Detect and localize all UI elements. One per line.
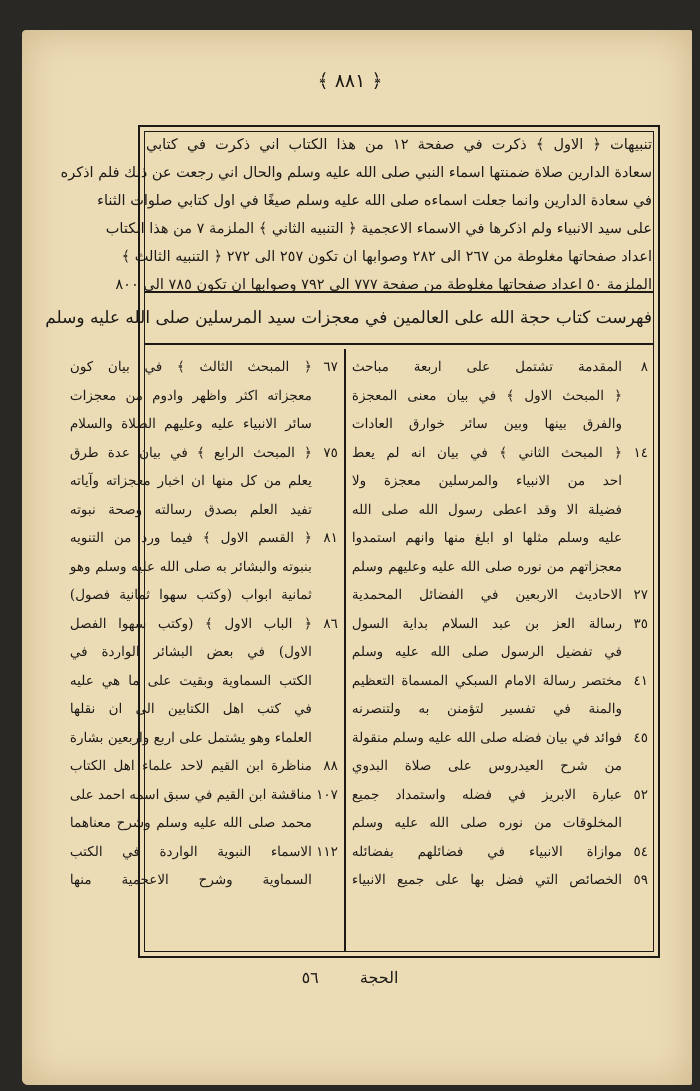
index-entry-line: مختصر رسالة الامام السبكي المسماة التعظيم xyxy=(351,672,622,689)
notes-section xyxy=(60,131,652,299)
index-entry-page-number: ١٤ xyxy=(633,444,648,461)
index-entry-line: تفيد العلم بصدق رسالته وصحة نبوته xyxy=(69,501,312,518)
notes-line: على سيد الانبياء ولم اذكرها في الاسماء الاعجمية ﴿ التنبيه الثاني ﴾ الملزمة ٧ من هذا الكتاب xyxy=(105,221,652,237)
index-entry-line: الاسماء النبوية الواردة في الكتب xyxy=(69,843,312,860)
index-entry-line: الكتب السماوية وبقيت على ما هي عليه xyxy=(69,672,312,689)
index-entry-page-number: ٥٩ xyxy=(633,872,648,888)
index-entry-line: العلماء وهو يشتمل على اربع واربعين بشارة xyxy=(69,729,312,746)
index-entry-page-number: ٥٤ xyxy=(633,843,648,860)
index-entry-page-number: ٨١ xyxy=(323,530,338,546)
index-entry-line: عبارة الابريز في فضله واستمداد جميع xyxy=(351,786,622,803)
index-entry-line: ﴿ المبحث الثاني ﴾ في بيان انه لم يعط xyxy=(351,444,622,461)
divider-rule xyxy=(144,291,654,293)
index-entry-line: ﴿ المبحث الاول ﴾ في بيان معنى المعجزة xyxy=(351,387,622,404)
index-entry xyxy=(352,838,648,867)
index-entry-text xyxy=(70,838,312,895)
index-entry-text xyxy=(352,610,622,667)
index-entry-line: ﴿ المبحث الرابع ﴾ في بيان عدة طرق xyxy=(69,444,312,461)
index-entry-line: ﴿ الباب الاول ﴾ (وكتب سهوا الفصل xyxy=(69,615,312,632)
index-entry-text xyxy=(352,781,622,838)
index-entry xyxy=(352,581,648,610)
index-entry-line: رسالة العز بن عبد السلام بداية السول xyxy=(351,615,622,632)
index-entry xyxy=(352,667,648,724)
index-entry-text xyxy=(352,866,622,895)
index-entry-page-number: ٨٨ xyxy=(323,758,338,774)
index-entry-line: محمد صلى الله عليه وسلم وشرح معناهما xyxy=(69,815,312,831)
notes-line: تنبيهات ﴿ الاول ﴾ ذكرت في صفحة ١٢ من هذا الكتاب اني ذكرت في كتابي xyxy=(146,137,652,153)
index-entry-line: موازاة الانبياء في فضائلهم بفضائله xyxy=(351,843,622,860)
index-entry xyxy=(70,353,338,439)
index-entry-line: ثمانية ابواب (وكتب سهوا ثمانية فصول) xyxy=(69,587,312,603)
notes-line: الملزمة ٥٠ اعداد صفحاتها مغلوطة من صفحة ٧٧٧ الى ٧٩٢ وصوابها ان تكون ٧٨٥ الى ٨٠٠ xyxy=(115,277,652,293)
index-entry-line: عليه وسلم مثلها او ابلغ منها وانهم استمدوا xyxy=(351,530,622,546)
index-entry xyxy=(70,838,338,895)
content-frame xyxy=(45,125,660,958)
index-entry-line: احد من الانبياء والمرسلين معجزة ولا xyxy=(351,473,622,489)
index-entry-line: الخصائص التي فضل بها على جميع الانبياء xyxy=(351,872,622,888)
page-footer xyxy=(0,968,700,987)
index-entry-page-number: ٨٦ xyxy=(323,615,338,632)
index-entry-line: الاحاديث الاربعين في الفضائل المحمدية xyxy=(351,587,622,603)
index-entry-line: الاول) في بعض البشائر الواردة في xyxy=(69,644,312,660)
index-entry xyxy=(352,353,648,439)
index-entry-text xyxy=(70,752,312,781)
index-entry-page-number: ٤١ xyxy=(633,672,648,689)
index-entry-text xyxy=(70,353,312,439)
index-entry-line: يعلم من كل منها ان اخبار معجزاته وآياته xyxy=(69,473,312,489)
index-entry-line: المقدمة تشتمل على اربعة مباحث xyxy=(351,359,622,375)
index-entry xyxy=(352,866,648,895)
index-entry-line: سائر الانبياء عليه وعليهم الصلاة والسلام xyxy=(69,416,312,432)
index-entry-text xyxy=(70,781,312,838)
notes-line: اعداد صفحاتها مغلوطة من ٢٦٧ الى ٢٨٢ وصوابها ان تكون ٢٥٧ الى ٢٧٢ ﴿ التنبيه الثالث ﴾ xyxy=(121,249,652,265)
index-entry-line: السماوية وشرح الاعجمية منها xyxy=(69,872,312,888)
index-columns xyxy=(69,349,654,952)
index-entry xyxy=(70,752,338,781)
index-entry-page-number: ٢٧ xyxy=(633,587,648,603)
page-number: ﴿ ٨٨١ ﴾ xyxy=(317,70,383,92)
index-entry-line: ﴿ المبحث الثالث ﴾ في بيان كون xyxy=(69,359,312,375)
index-entry xyxy=(70,439,338,525)
index-entry-line: في كتب اهل الكتابين الى ان نقلها xyxy=(69,701,312,717)
index-entry-line: المخلوقات من نوره صلى الله عليه وسلم xyxy=(351,815,622,831)
index-entry-text xyxy=(352,581,622,610)
index-entry-page-number: ١٠٧ xyxy=(316,786,338,803)
index-entry xyxy=(70,524,338,610)
index-entry xyxy=(352,781,648,838)
index-entry-text xyxy=(70,524,312,610)
notes-line: في سعادة الدارين وانما جعلت اسماءه صلى الله عليه وسلم صيغًا في اول كتابي صلوات الثناء xyxy=(97,193,652,209)
index-entry-page-number: ٥٢ xyxy=(633,786,648,803)
index-entry xyxy=(70,610,338,753)
notes-line: سعادة الدارين صلاة ضمنتها اسماء النبي صلى الله عليه وسلم والحال اني رجعت عن ذلك فلم اذكره xyxy=(60,165,652,181)
index-entry-line: مناقشة ابن القيم في سبق اسمه احمد على xyxy=(69,786,312,803)
index-entry-line: معجزاتهم من نوره صلى الله عليه وعليهم وسلم xyxy=(351,558,622,575)
index-entry-text xyxy=(70,610,312,753)
index-entry-line: من شرح العيدروس على صلاة البدوي xyxy=(351,758,622,774)
index-entry-text xyxy=(352,838,622,867)
index-entry-page-number: ٨ xyxy=(640,359,648,375)
index-entry-line: مناظرة ابن القيم لاحد علماء اهل الكتاب xyxy=(69,758,312,774)
index-entry-line: ﴿ القسم الاول ﴾ فيما ورد من التنويه xyxy=(69,530,312,546)
index-entry xyxy=(352,724,648,781)
index-entry-page-number: ٦٧ xyxy=(323,359,338,375)
index-entry xyxy=(70,781,338,838)
index-entry-text xyxy=(352,724,622,781)
index-entry xyxy=(352,439,648,582)
index-entry-text xyxy=(352,667,622,724)
index-title: فهرست كتاب حجة الله على العالمين في معجزات سيد المرسلين صلى الله عليه وسلم xyxy=(45,308,652,328)
index-entry-line: فضيلة الا وقد اعطى رسول الله صلى الله xyxy=(351,501,622,518)
index-column-left xyxy=(64,349,344,952)
footer-signature: الحجة xyxy=(359,968,399,987)
index-entry-page-number: ٧٥ xyxy=(323,444,338,461)
index-entry-line: بنبوته والبشائر به صلى الله عليه وسلم وهو xyxy=(69,558,312,575)
index-entry-line: في تفضيل الرسول صلى الله عليه وسلم xyxy=(351,644,622,660)
index-entry-page-number: ٣٥ xyxy=(633,615,648,632)
footer-sheet-number: ٥٦ xyxy=(301,968,319,987)
index-entry-text xyxy=(70,439,312,525)
index-entry-text xyxy=(352,439,622,582)
index-entry-line: فوائد في بيان فضله صلى الله عليه وسلم منقولة xyxy=(351,729,622,746)
divider-rule xyxy=(144,343,654,345)
index-entry-page-number: ٤٥ xyxy=(633,729,648,746)
index-entry-line: والفرق بينها وبين سائر خوارق العادات xyxy=(351,416,622,432)
index-entry xyxy=(352,610,648,667)
index-entry-page-number: ١١٢ xyxy=(316,843,338,860)
index-entry-line: معجزاته اكثر واظهر وادوم من معجزات xyxy=(69,387,312,404)
index-entry-text xyxy=(352,353,622,439)
index-column-right xyxy=(344,349,654,952)
index-entry-line: والمنة في تفسير لتؤمنن به ولتنصرنه xyxy=(351,701,622,717)
